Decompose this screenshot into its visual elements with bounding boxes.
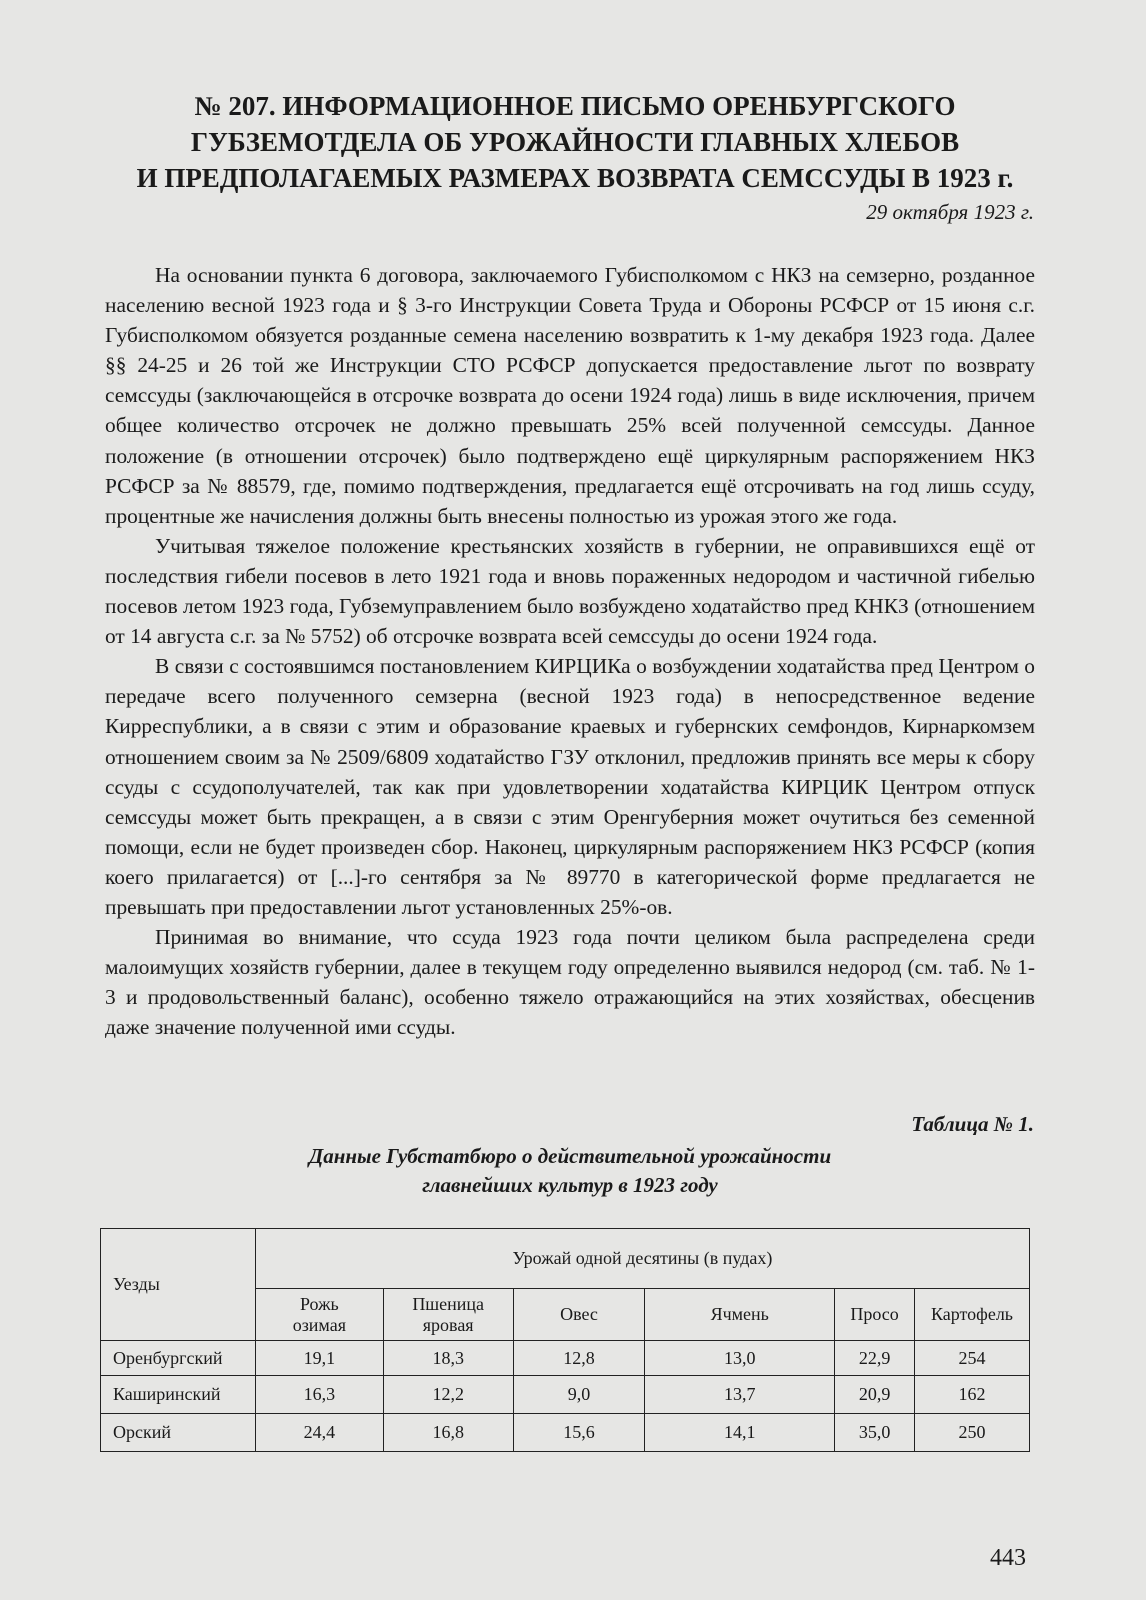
cell: 22,9 [835, 1341, 915, 1376]
title-line: № 207. ИНФОРМАЦИОННОЕ ПИСЬМО ОРЕНБУРГСКОГО [194, 91, 956, 121]
header-crop: Ячмень [645, 1289, 835, 1341]
document-date: 29 октября 1923 г. [866, 200, 1034, 224]
paragraph: В связи с состоявшимся постановлением КИРЦИКа о возбуждении ходатайства пред Центром о передаче всего полученного семзерна (весной 1923 года) в непосредственное ведение Кирреспублики, а в связи с этим и образование краевых и губернских семфондов, Кирнаркомзем отношением своим за № 2509/6809 ходатайство ГЗУ отклонил, предложив принять все меры к сбору ссуды с ссудополучателей, так как при удовлетворении ходатайства КИРЦИК Центром отпуск семссуды может быть прекращен, а в связи с этим Оренгуберния может очутиться без семенной помощи, если не будет произведен сбор. Наконец, циркулярным распоряжением НКЗ РСФСР (копия коего прилагается) от [...]-го сентября за № 89770 в категорической форме предлагается не превышать при предоставлении льгот установленных 25%-ов. [105, 654, 1035, 919]
row-name: Орский [101, 1414, 256, 1452]
body-text [105, 260, 1035, 1042]
header-crop: Пшеница яровая [383, 1289, 513, 1341]
header-uezd: Уезды [101, 1229, 256, 1341]
paragraph: На основании пункта 6 договора, заключаемого Губисполкомом с НКЗ на семзерно, розданное населению весной 1923 года и § 3-го Инструкции Совета Труда и Обороны РСФСР от 15 июня с.г. Губисполкомом обязуется розданные семена населению возвратить к 1-му декабря 1923 года. Далее §§ 24-25 и 26 той же Инструкции СТО РСФСР допускается предоставление льгот по возврату семссуды (заключающейся в отсрочке возврата до осени 1924 года) лишь в виде исключения, причем общее количество отсрочек не должно превышать 25% всей полученной семссуды. Данное положение (в отношении отсрочек) было подтверждено ещё циркулярным распоряжением НКЗ РСФСР за № 88579, где, помимо подтверждения, предлагается ещё отсрочивать на год лишь ссуду, процентные же начисления должны быть внесены полностью из урожая этого же года. [105, 263, 1035, 528]
cell: 250 [915, 1414, 1030, 1452]
cell: 9,0 [513, 1376, 645, 1414]
row-name: Каширинский [101, 1376, 256, 1414]
header-group: Урожай одной десятины (в пудах) [255, 1229, 1029, 1289]
cell: 162 [915, 1376, 1030, 1414]
cell: 19,1 [255, 1341, 383, 1376]
cell: 16,8 [383, 1414, 513, 1452]
cell: 13,7 [645, 1376, 835, 1414]
table-row [101, 1341, 1030, 1376]
cell: 12,2 [383, 1376, 513, 1414]
yield-table [100, 1228, 1030, 1452]
cell: 254 [915, 1341, 1030, 1376]
document-title [100, 88, 1050, 196]
cell: 13,0 [645, 1341, 835, 1376]
header-crop: Овес [513, 1289, 645, 1341]
header-crop: Рожь озимая [255, 1289, 383, 1341]
cell: 12,8 [513, 1341, 645, 1376]
cell: 20,9 [835, 1376, 915, 1414]
title-line: ГУБЗЕМОТДЕЛА ОБ УРОЖАЙНОСТИ ГЛАВНЫХ ХЛЕБОВ [190, 127, 960, 157]
table-number: Таблица № 1. [911, 1112, 1034, 1136]
table-title [130, 1142, 1010, 1200]
row-name: Оренбургский [101, 1341, 256, 1376]
paragraph: Учитывая тяжелое положение крестьянских хозяйств в губернии, не оправившихся ещё от последствия гибели посевов в лето 1921 года и вновь пораженных недородом и частичной гибелью посевов летом 1923 года, Губземуправлением было возбуждено ходатайство пред КНКЗ (отношением от 14 августа с.г. за № 5752) об отсрочке возврата всей семссуды до осени 1924 года. [105, 533, 1035, 649]
cell: 16,3 [255, 1376, 383, 1414]
table-title-line: Данные Губстатбюро о действительной урожайности [308, 1144, 832, 1168]
table-title-line: главнейших культур в 1923 году [422, 1173, 718, 1197]
title-line: И ПРЕДПОЛАГАЕМЫХ РАЗМЕРАХ ВОЗВРАТА СЕМССУДЫ В 1923 г. [136, 163, 1014, 193]
header-crop: Картофель [915, 1289, 1030, 1341]
cell: 14,1 [645, 1414, 835, 1452]
cell: 24,4 [255, 1414, 383, 1452]
table-row [101, 1376, 1030, 1414]
header-crop: Просо [835, 1289, 915, 1341]
page-number: 443 [990, 1545, 1026, 1571]
table-row [101, 1414, 1030, 1452]
cell: 18,3 [383, 1341, 513, 1376]
paragraph: Принимая во внимание, что ссуда 1923 года почти целиком была распределена среди малоимущих хозяйств губернии, далее в текущем году определенно выявился недород (см. таб. № 1-3 и продовольственный баланс), особенно тяжело отражающийся на этих хозяйствах, обесценив даже значение полученной ими ссуды. [105, 925, 1035, 1040]
cell: 15,6 [513, 1414, 645, 1452]
cell: 35,0 [835, 1414, 915, 1452]
